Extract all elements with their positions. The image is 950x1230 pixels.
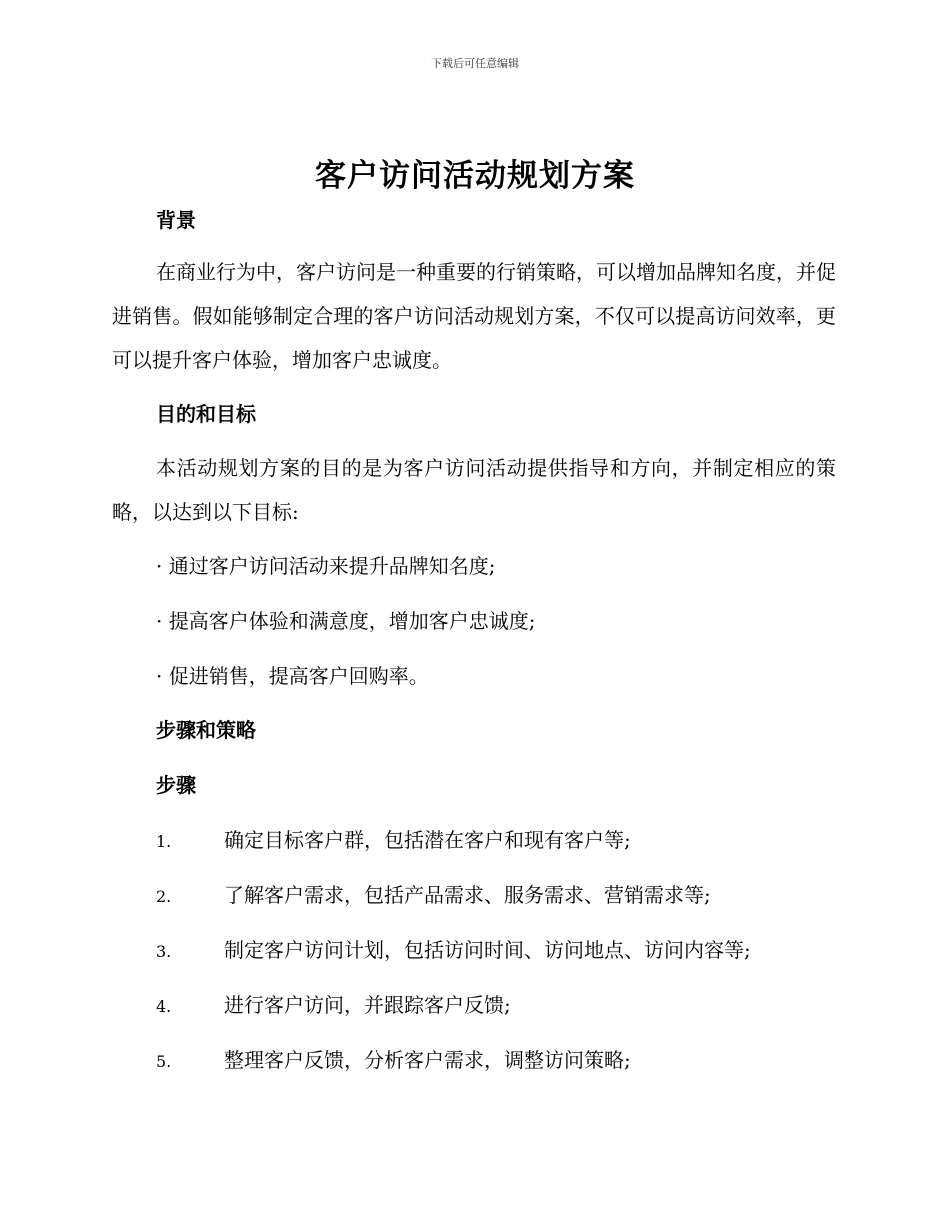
goal-bullet-item: · 促进销售，提高客户回购率。 (156, 664, 429, 688)
step-list-item (156, 881, 836, 911)
step-number: 2. (156, 887, 172, 906)
step-list-item (156, 936, 836, 966)
step-text: 整理客户反馈，分析客户需求，调整访问策略; (224, 1048, 631, 1072)
step-list-item (156, 1046, 836, 1076)
goals-paragraph: 本活动规划方案的目的是为客户访问活动提供指导和方向，并制定相应的策略，以达到以下目标: (112, 456, 836, 524)
step-text: 进行客户访问，并跟踪客户反馈; (224, 993, 511, 1017)
goal-bullet-item: · 提高客户体验和满意度，增加客户忠诚度; (156, 609, 536, 633)
step-text: 了解客户需求，包括产品需求、服务需求、营销需求等; (224, 883, 711, 907)
header-note: 下载后可任意编辑 (431, 57, 519, 70)
section-heading-steps-strategy: 步骤和策略 (156, 718, 256, 742)
step-number: 1. (156, 832, 172, 851)
step-number: 3. (156, 942, 172, 961)
section-heading-goals: 目的和目标 (156, 402, 256, 426)
background-paragraph: 在商业行为中，客户访问是一种重要的行销策略，可以增加品牌知名度，并促进销售。假如能够制定合理的客户访问活动规划方案，不仅可以提高访问效率，更可以提升客户体验，增加客户忠诚度。 (112, 260, 836, 372)
page-title: 客户访问活动规划方案 (315, 158, 635, 194)
step-list-item (156, 826, 836, 856)
step-list-item (156, 991, 836, 1021)
subheading-steps: 步骤 (156, 773, 196, 797)
step-text: 制定客户访问计划，包括访问时间、访问地点、访问内容等; (224, 938, 751, 962)
step-text: 确定目标客户群，包括潜在客户和现有客户等; (224, 828, 631, 852)
step-number: 5. (156, 1052, 172, 1071)
step-number: 4. (156, 997, 172, 1016)
goal-bullet-item: · 通过客户访问活动来提升品牌知名度; (156, 554, 496, 578)
section-heading-background: 背景 (156, 208, 196, 232)
